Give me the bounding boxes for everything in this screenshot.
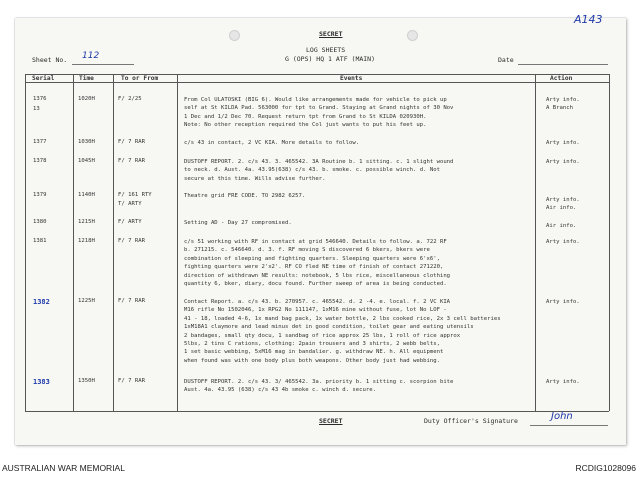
reference-number: A143: [574, 13, 603, 26]
action-cell: Arty info. Air info.: [546, 197, 580, 212]
column-divider: [609, 74, 610, 411]
time-cell: 1350H: [78, 378, 95, 384]
action-cell: Air info.: [546, 223, 577, 229]
header-serial: Serial: [32, 75, 55, 82]
serial-cell: 1382: [33, 298, 50, 306]
punch-hole: [229, 30, 240, 41]
time-cell: 1030H: [78, 139, 95, 145]
header-time: Time: [79, 75, 94, 82]
column-divider: [25, 74, 26, 411]
archive-reference: RCDIG1028096: [575, 463, 636, 473]
to-from-cell: F/ 7 RAR: [118, 238, 145, 244]
to-from-cell: F/ 161 RTY: [118, 192, 152, 198]
header-to-from: To or From: [121, 75, 159, 82]
unit-name: G (OPS) HQ 1 ATF (MAIN): [285, 55, 376, 63]
events-cell: c/s 51 working with RF in contact at grid 546640. Details to follow. a. 722 RF b. 271215. c. 546640. d. 3. f. RF moving S discovered 6 bkers, bkers were combination of sleeping and fighting quarters. Sleeping quarters were 6'x6', fighting quarters were 2'x2'. RF CO fled NE time of finish of contact 271220, direction of withdrawn NE results: notebook, 5 lbs rice, miscellaneous clothing quantity 6, bker, diary, docu found. Further sweep of area is being conducted.: [184, 239, 451, 288]
punch-hole: [407, 30, 418, 41]
serial-extra-cell: 13: [33, 106, 40, 112]
document-title: LOG SHEETS: [306, 46, 346, 54]
duty-officer-label: Duty Officer's Signature: [424, 417, 518, 425]
date-line: [518, 64, 608, 65]
action-cell: Arty info. A Branch: [546, 97, 580, 112]
to-from-cell: F/ 7 RAR: [118, 378, 145, 384]
classification-bottom: SECRET: [319, 417, 343, 425]
time-cell: 1020H: [78, 96, 95, 102]
events-cell: DUSTOFF REPORT. 2. c/s 43. 3/ 465542. 3a. priority b. 1 sitting c. scorpion bite Aust. 4a. 43.95 (638) c/s 43 4b smoke c. winch d. secure.: [184, 379, 454, 394]
to-from-cell: F/ ARTY: [118, 219, 142, 225]
events-cell: From Col ULATOSKI (BIG 6). Would like arrangements made for vehicle to pick up self at St KILDA Pad. 563000 for tpt to Grand. Staying at Grand nights of 30 Nov 1 Dec and 1/2 Dec 70. Request return tpt from Grand to St KILDA 020930H. Note: No other reception required the Col just wants to put his feet up.: [184, 97, 454, 129]
classification-top: SECRET: [319, 30, 343, 38]
to-from-cell: F/ 2/25: [118, 96, 142, 102]
to-from-cell-2: T/ ARTY: [118, 201, 142, 207]
action-cell: Arty info.: [546, 379, 580, 385]
action-cell: Arty info.: [546, 299, 580, 305]
column-divider: [177, 74, 178, 411]
column-divider: [535, 74, 536, 411]
time-cell: 1215H: [78, 219, 95, 225]
events-cell: DUSTOFF REPORT. 2. c/s 43. 3. 465542. 3A Routine b. 1 sitting. c. 1 slight wound to neck. d. Aust. 4a. 43.95(638) c/s 43. b. smoke. c. possible winch. d. Not secure at this time. Wills advise further.: [184, 159, 454, 182]
serial-cell: 1376: [33, 96, 47, 102]
column-divider: [113, 74, 114, 411]
action-cell: Arty info.: [546, 239, 580, 245]
to-from-cell: F/ 7 RAR: [118, 298, 145, 304]
serial-cell: 1383: [33, 378, 50, 386]
time-cell: 1218H: [78, 238, 95, 244]
duty-officer-signature: John: [551, 411, 573, 422]
table-bottom-border: [25, 411, 609, 412]
column-divider: [73, 74, 74, 411]
sheet-number: 112: [82, 51, 100, 61]
time-cell: 1225H: [78, 298, 95, 304]
events-cell: Contact Report. a. c/s 43. b. 270957. c. 465542. d. 2 -4. e. local. f. 2 VC KIA M16 rifle No 1502046, 1x RPG2 No 111147, 1xM16 mine without fuse, lot No LOF - 41 - 18, loaded 4-6, 1x mand bag pack, 1x water bottle, 2 lbs cooked rice, 2x 3 cell batteries 1xM18A1 claymore and lead minus det in good condition, toilet gear and eating utensils 2 bandages, small qty docu, 1 sandbag of rice approx 25 lbs, 1 roll of rice approx 5lbs, 2 tins C rations, clothing: 2pain trousers and 3 shirts, 2 webb belts, 1 set basic webbing, 5xM16 mag in bandalier. g. withdraw NE. h. All equipment when found was with one body plus both weapons. Other body just had webbing.: [184, 299, 501, 364]
serial-cell: 1381: [33, 238, 47, 244]
archive-credit: AUSTRALIAN WAR MEMORIAL: [2, 463, 125, 473]
action-cell: Arty info.: [546, 159, 580, 165]
header-events: Events: [340, 75, 363, 82]
sheet-label: Sheet No.: [32, 56, 68, 64]
serial-cell: 1378: [33, 158, 47, 164]
signature-line: [530, 425, 608, 426]
action-cell: Arty info.: [546, 140, 580, 146]
date-label: Date: [498, 56, 514, 64]
events-cell: c/s 43 in contact, 2 VC KIA. More details to follow.: [184, 140, 360, 146]
time-cell: 1045H: [78, 158, 95, 164]
sheet-number-line: [72, 64, 134, 65]
serial-cell: 1379: [33, 192, 47, 198]
header-action: Action: [550, 75, 573, 82]
serial-cell: 1380: [33, 219, 47, 225]
events-cell: Theatre grid FRE CODE. TO 2982 6257.: [184, 193, 306, 199]
serial-cell: 1377: [33, 139, 47, 145]
events-cell: Setting AD - Day 27 compromised.: [184, 220, 292, 226]
time-cell: 1140H: [78, 192, 95, 198]
to-from-cell: F/ 7 RAR: [118, 139, 145, 145]
to-from-cell: F/ 7 RAR: [118, 158, 145, 164]
